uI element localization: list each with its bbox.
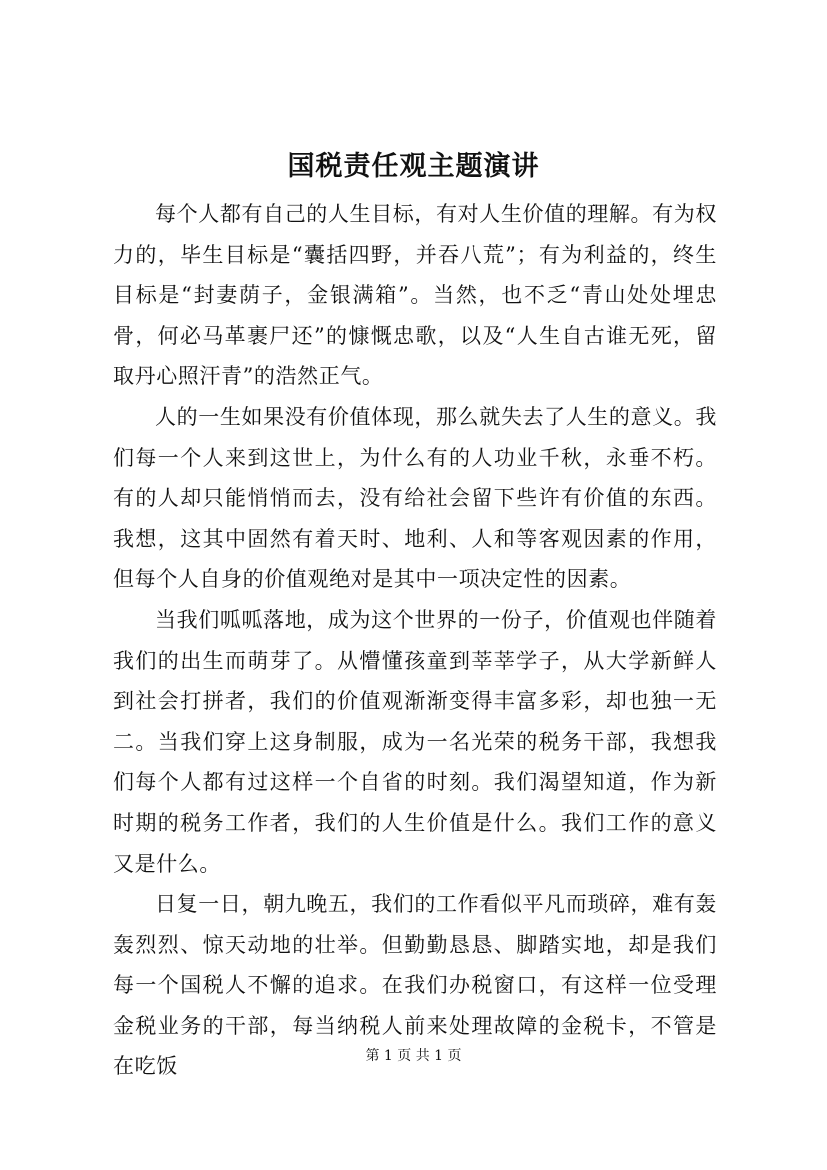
- paragraph-2: 人的一生如果没有价值体现，那么就失去了人生的意义。我们每一个人来到这世上，为什么有的人功业千秋，永垂不朽。有的人却只能悄悄而去，没有给社会留下些许有价值的东西。我想，这其中固然有着天时、地利、人和等客观因素的作用，但每个人自身的价值观绝对是其中一项决定性的因素。: [113, 404, 717, 592]
- document-body: [113, 194, 717, 1087]
- paragraph-4: 日复一日，朝九晚五，我们的工作看似平凡而琐碎，难有轰轰烈烈、惊天动地的壮举。但勤勤恳恳、脚踏实地，却是我们每一个国税人不懈的追求。在我们办税窗口，有这样一位受理金税业务的干部，每当纳税人前来处理故障的金税卡，不管是在吃饭: [113, 892, 717, 1079]
- paragraph-1: 每个人都有自己的人生目标，有对人生价值的理解。有为权力的，毕生目标是“囊括四野，并吞八荒”；有为利益的，终生目标是“封妻荫子，金银满箱”。当然，也不乏“青山处处埋忠骨，何必马革裹尸还”的慷慨忠歌，以及“人生自古谁无死，留取丹心照汗青”的浩然正气。: [113, 202, 717, 389]
- paragraph-3: 当我们呱呱落地，成为这个世界的一份子，价值观也伴随着我们的出生而萌芽了。从懵懂孩童到莘莘学子，从大学新鲜人到社会打拼者，我们的价值观渐渐变得丰富多彩，却也独一无二。当我们穿上这身制服，成为一名光荣的税务干部，我想我们每个人都有过这样一个自省的时刻。我们渴望知道，作为新时期的税务工作者，我们的人生价值是什么。我们工作的意义又是什么。: [113, 607, 717, 876]
- page-footer: 第 1 页 共 1 页: [365, 1048, 462, 1064]
- document-title: 国税责任观主题演讲: [287, 151, 540, 182]
